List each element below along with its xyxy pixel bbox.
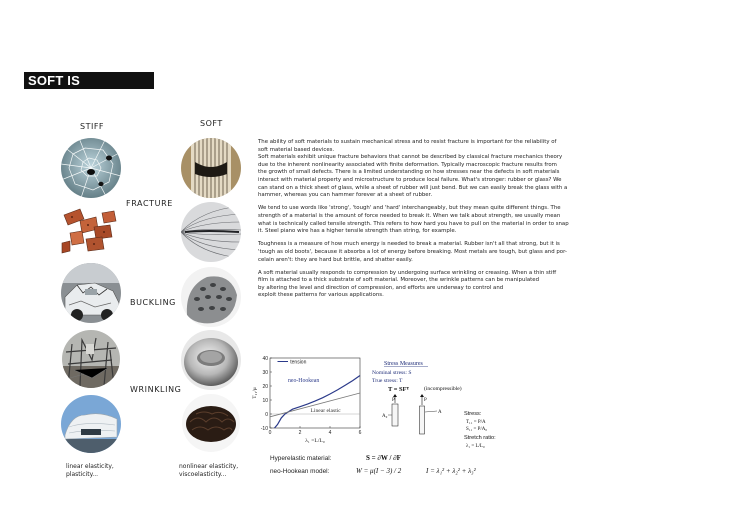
y-tick-label: 0 [265,411,268,418]
soft-dimple-image [181,330,241,390]
hyperelastic-label: Hyperelastic material: [270,455,332,462]
incompressible-label: (incompressible) [424,386,462,392]
paragraph-wrinkling: A soft material usually responds to compression by undergoing surface wrinkling or creasing. When a thin stiff film is attached to a thick substrate of soft material. Moreover, the wrinkle patterns can be manipulated by altering the level and direction of compression, and efforts are underway to control and exploit these patterns for various applications. [258,269,557,299]
x-tick-label: 4 [328,430,332,436]
stress-relation: T = SFᵀ [388,386,409,393]
x-tick-label: 0 [268,430,272,436]
paragraph-toughness: Toughness is a measure of how much energy is needed to break a material. Rubber isn't all that strong, but it is 'tough as old boots', because it absorbs a lot of energy before breaking. Most metals are tough, but glass and por- celain aren't: they are hard but brittle, and shatter easily. [258,241,567,263]
broken-bricks-image [58,203,120,258]
wrinkled-fruit-image [182,394,240,452]
invariant-equation: I = λ₁² + λ₂² + λ₃² [426,467,476,475]
stress-measures-diagram [362,357,512,449]
p-label-left: P [392,398,395,403]
soft-caption: nonlinear elasticity, viscoelasticity... [179,463,239,478]
p-label-right: P [424,398,427,403]
fracture-label: FRACTURE [126,199,173,208]
neo-hookean-label: neo-Hookean model: [270,468,330,475]
y-tick-label: 30 [262,369,268,376]
series-label-neo-hookean: neo-Hookean [288,377,320,384]
stretch-ratio-equation: λ₁ = L/L₀ [466,444,485,449]
plot-frame [270,358,360,428]
body-text [258,139,644,306]
buckling-label: BUCKLING [130,298,176,307]
paragraph-fracture: The ability of soft materials to sustain mechanical stress and to resist fracture is important for the reliability of soft material based devices. Soft materials exhibit unique fracture behaviors that cannot be described by classical fracture mechanics theory due to the inherent nonlinearity associated with finite deformation. Typically macroscopic fracture results from the growth of small defects. There is a limited understanding on how stresses near the defects in soft materials interact with material property and microstructure to produce local failure. What's stronger: rubber or glass? We can stand on a thick sheet of glass, while a sheet of rubber will just bend. But we can easily break the glass with a hammer, whereas you can hammer forever at a sheet of rubber. [258,139,568,199]
legend-label: tension [290,359,307,366]
x-tick-label: 2 [298,430,302,436]
soft-column-header: SOFT [200,119,223,128]
s11-equation: S₁₁ = P/A₀ [466,427,488,432]
stress-stretch-chart [248,352,368,447]
crashed-car-image [61,263,121,323]
x-tick-label: 6 [358,430,362,436]
stiff-caption: linear elasticity, plasticity... [66,463,114,478]
x-axis-label: λ₁ =L/L₀ [305,438,325,444]
nominal-stress-label: Nominal stress: S [372,370,412,376]
hyperelastic-equation: S = ∂W / ∂F [366,454,401,462]
paragraph-strength: We tend to use words like 'strong', 'tough' and 'hard' interchangeably, but they mean quite different things. The strength of a material is the amount of force needed to break it. When we talk about strength, we usually mean what is technically called tensile strength. This refers to how hard you have to pull on the material in order to snap it. Steel piano wire has a higher tensile strength than string, for example. [258,205,569,235]
soft-fracture-image [181,138,241,198]
series-label-linear-elastic: Linear elastic [310,407,341,414]
wrinkled-building-image [61,395,121,453]
stiff-column-header: STIFF [80,122,105,131]
collapsed-structure-image [62,330,120,388]
y-tick-label: -10 [260,425,268,432]
a0-label: A₀ [382,414,388,419]
true-stress-label: True stress: T [372,378,403,384]
y-tick-label: 20 [262,383,268,390]
wrinkling-label: WRINKLING [130,385,182,394]
soft-tearing-image [181,202,241,262]
stretch-ratio-label: Stretch ratio: [464,435,496,441]
stress-measures-title: Stress Measures [384,361,423,367]
soft-buckling-image [181,267,241,327]
neo-hookean-equation: W = μ(I − 3) / 2 [356,467,402,475]
t11-equation: T₁₁ = P/A [466,420,486,425]
a-label: A [438,410,442,415]
stress-label: Stress: [464,411,482,417]
page-title: SOFT IS ANTIFRAGILE [24,72,154,89]
y-tick-label: 40 [262,355,268,362]
y-axis-label: T₁₁/μ [252,387,258,399]
y-tick-label: 10 [262,397,268,404]
shattered-glass-image [61,138,121,198]
